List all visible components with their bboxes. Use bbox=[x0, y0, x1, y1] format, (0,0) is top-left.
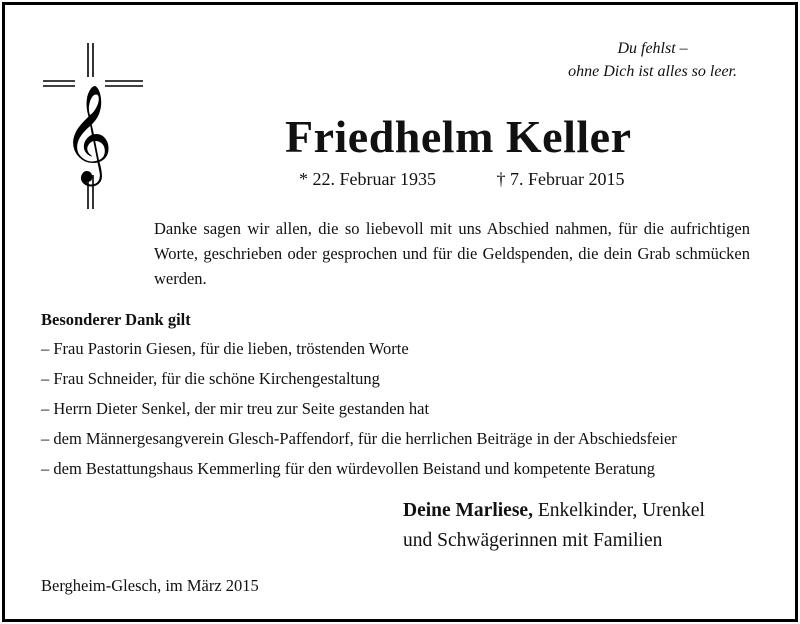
motto bbox=[568, 37, 737, 83]
signature-line-1 bbox=[403, 496, 705, 526]
motto-line-1: Du fehlst – bbox=[617, 40, 688, 57]
special-thanks-title: Besonderer Dank gilt bbox=[41, 310, 191, 329]
cross-with-treble-clef-icon bbox=[39, 41, 149, 216]
svg-text:𝄞: 𝄞 bbox=[63, 84, 113, 182]
birth-date: * 22. Februar 1935 bbox=[299, 169, 436, 189]
place-and-date: Bergheim-Glesch, im März 2015 bbox=[41, 576, 259, 595]
list-item: – Herrn Dieter Senkel, der mir treu zur Seite gestanden hat bbox=[41, 399, 430, 418]
motto-line-2: ohne Dich ist alles so leer. bbox=[568, 63, 737, 80]
list-item: – Frau Schneider, für die schöne Kirchengestaltung bbox=[41, 369, 380, 388]
life-dates bbox=[299, 169, 624, 190]
deceased-name: Friedhelm Keller bbox=[285, 111, 632, 162]
signature-name: Deine Marliese, bbox=[403, 500, 533, 521]
obituary-card bbox=[2, 2, 798, 622]
death-date: † 7. Februar 2015 bbox=[496, 169, 625, 189]
list-item: – dem Bestattungshaus Kemmerling für den würdevollen Beistand und kompetente Beratung bbox=[41, 459, 656, 478]
signature-line-2: und Schwägerinnen mit Familien bbox=[403, 530, 663, 551]
special-thanks-list bbox=[41, 334, 677, 484]
list-item: – Frau Pastorin Giesen, für die lieben, tröstenden Worte bbox=[41, 339, 409, 358]
signature bbox=[403, 496, 705, 556]
list-item: – dem Männergesangverein Glesch-Paffendorf, für die herrlichen Beiträge in der Abschiedsfeier bbox=[41, 429, 677, 448]
signature-family: Enkelkinder, Urenkel bbox=[532, 500, 705, 521]
thanks-paragraph: Danke sagen wir allen, die so liebevoll mit uns Abschied nahmen, für die aufrichtigen Worte, geschrieben oder gesprochen und für die Geldspenden, die dein Grab schmücken werden. bbox=[154, 219, 750, 288]
